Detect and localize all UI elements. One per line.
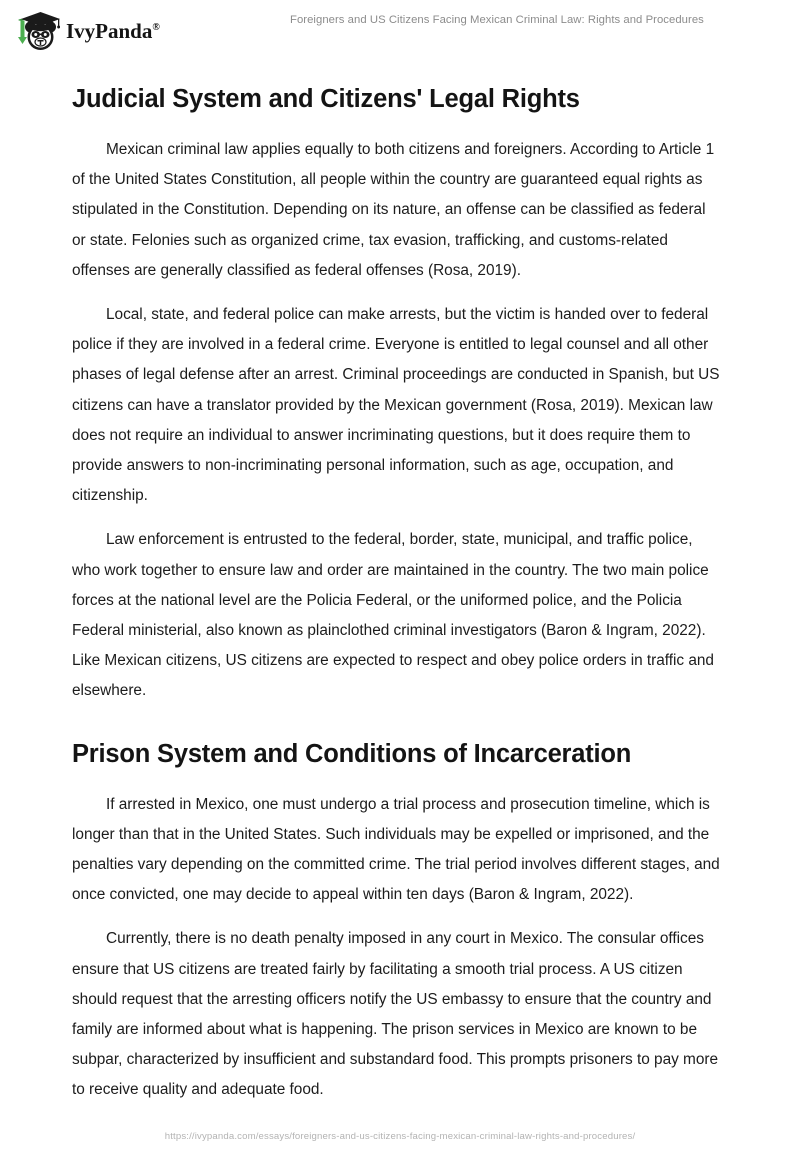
section-heading-prison-system: Prison System and Conditions of Incarceration [72,739,632,768]
brand-logo[interactable] [14,8,160,54]
paragraph: If arrested in Mexico, one must undergo a trial process and prosecution timeline, which is longer than that in the United States. Such individuals may be expelled or imprisoned, and the penalties vary depending on the committed crime. The trial period involves different stages, and once convicted, one may decide to appeal within ten days (Baron & Ingram, 2022). [72,795,720,904]
document-header-title: Foreigners and US Citizens Facing Mexican Criminal Law: Rights and Procedures [290,14,704,26]
paragraph: Local, state, and federal police can make arrests, but the victim is handed over to federal police if they are involved in a federal crime. Everyone is entitled to legal counsel and all other phases of legal defense after an arrest. Criminal proceedings are conducted in Spanish, but US citizens can have a translator provided by the Mexican government (Rosa, 2019). Mexican law does not require an individual to answer incriminating questions, but it does require them to provide answers to non-incriminating personal information, such as age, occupation, and citizenship. [72,306,720,505]
brand-name [66,19,160,44]
paragraph: Law enforcement is entrusted to the federal, border, state, municipal, and traffic police, who work together to ensure law and order are maintained in the country. The two main police forces at the national level are the Policia Federal, or the uniformed police, and the Policia Federal ministerial, also known as plainclothed criminal investigators (Baron & Ingram, 2022). Like Mexican citizens, US citizens are expected to respect and obey police orders in traffic and elsewhere. [72,531,714,700]
page-footer [0,1126,800,1144]
section-heading-judicial-system: Judicial System and Citizens' Legal Rights [72,85,580,113]
ivypanda-panda-graduate-logo-icon [14,8,60,54]
document-body [72,72,723,1106]
paragraph: Mexican criminal law applies equally to both citizens and foreigners. According to Article 1 of the United States Constitution, all people within the country are guaranteed equal rights as stipulated in the Constitution. Depending on its nature, an offense can be classified as federal or state. Felonies such as organized crime, tax evasion, trafficking, and customs-related offenses are generally classified as federal offenses (Rosa, 2019). [72,141,715,279]
footer-source-url[interactable]: https://ivypanda.com/essays/foreigners-and-us-citizens-facing-mexican-criminal-law-rights-and-procedures/ [164,1131,636,1142]
page-header [0,0,800,62]
brand-name-text: IvyPanda [66,18,153,43]
registered-trademark-icon: ® [152,21,160,33]
paragraph: Currently, there is no death penalty imposed in any court in Mexico. The consular offices ensure that US citizens are treated fairly by facilitating a smooth trial process. A US citizen should request that the arresting officers notify the US embassy to ensure that the country and family are informed about what is happening. The prison services in Mexico are known to be subpar, characterized by insufficient and substandard food. This prompts prisoners to pay more to receive quality and adequate food. [72,930,719,1099]
